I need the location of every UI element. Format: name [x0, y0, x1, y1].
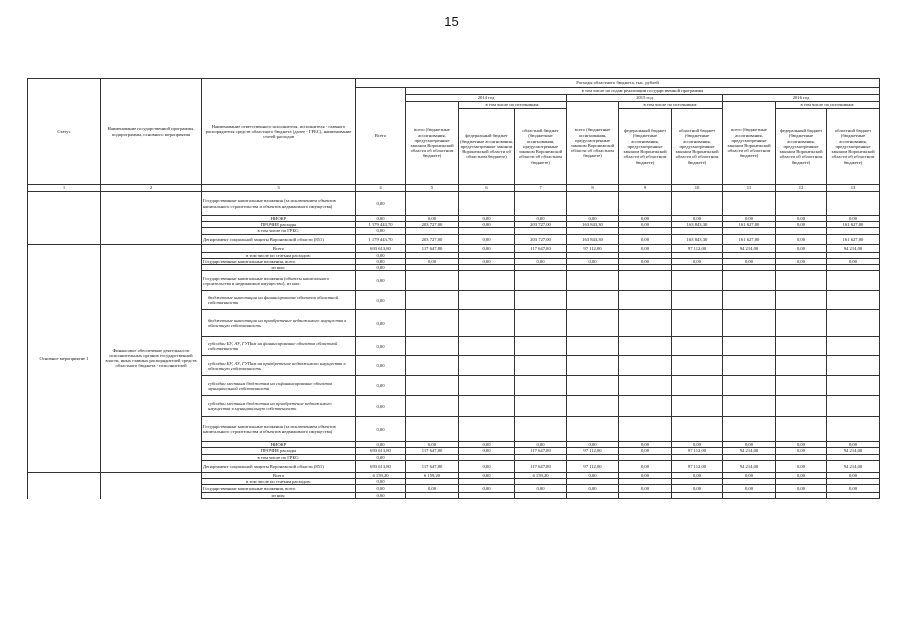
program-cell-next — [101, 472, 202, 499]
row-value: 0,00 — [776, 472, 827, 478]
row-total: 0,00 — [356, 493, 406, 499]
row-value — [567, 271, 619, 291]
row-total: 0,00 — [356, 356, 406, 376]
row-value — [672, 337, 723, 356]
row-value — [827, 376, 880, 396]
row-value: 0,00 — [672, 258, 723, 264]
row-total: 0,00 — [356, 192, 406, 216]
table-body — [28, 79, 880, 499]
row-total: 0,00 — [356, 337, 406, 356]
row-value — [567, 396, 619, 417]
row-value — [776, 493, 827, 499]
header-year-2014: 2014 год — [406, 95, 567, 102]
row-label: в том числе по статьям расходов: — [202, 479, 356, 485]
col-number: 7 — [515, 185, 567, 192]
row-total: 0,00 — [356, 258, 406, 264]
row-value: 161 627,00 — [723, 234, 776, 244]
row-value — [827, 493, 880, 499]
row-value: 0,00 — [406, 442, 459, 448]
row-value: 0,00 — [619, 442, 672, 448]
row-value — [672, 376, 723, 396]
row-value: 0,00 — [619, 216, 672, 222]
row-value: 0,00 — [619, 234, 672, 244]
row-value: 161 627,00 — [723, 222, 776, 228]
row-value: 0,00 — [459, 485, 515, 493]
row-value — [567, 376, 619, 396]
row-value: 0,00 — [723, 442, 776, 448]
row-label: субсидии БУ, АУ, ГУПам на приобретение недвижимого имущества в областную собственность — [202, 356, 356, 376]
row-value: 203 727,00 — [515, 222, 567, 228]
row-value — [567, 291, 619, 310]
row-value — [776, 271, 827, 291]
row-value — [406, 337, 459, 356]
row-total: 693 613,80 — [356, 460, 406, 472]
row-total: 0,00 — [356, 479, 406, 485]
col-number: 13 — [827, 185, 880, 192]
table-row — [28, 192, 880, 216]
row-label: НИОКР — [202, 442, 356, 448]
row-value: 0,00 — [619, 485, 672, 493]
header-sources-2015: в том числе по источникам: — [619, 102, 723, 109]
row-value: 163 843,30 — [672, 234, 723, 244]
row-label: Государственные капитальные вложения (объекты капитального строительства и недвижимое имущество), из них: — [202, 271, 356, 291]
row-label: ПРОЧИЕ расходы — [202, 448, 356, 454]
col-number: 6 — [459, 185, 515, 192]
row-value — [672, 192, 723, 216]
row-value: 97 112,00 — [672, 460, 723, 472]
row-value: 97 112,00 — [672, 244, 723, 252]
row-value — [619, 271, 672, 291]
row-label: субсидии местным бюджетам на софинансирование объектов муниципальной собственности — [202, 376, 356, 396]
row-value: 0,00 — [672, 485, 723, 493]
header-year-2015: 2015 год — [567, 95, 723, 102]
row-label: Государственные капитальные вложения (за исключением объектов капитального строительства и объектов недвижимого имущества) — [202, 417, 356, 442]
row-value: 0,00 — [672, 472, 723, 478]
row-value: 0,00 — [619, 460, 672, 472]
row-total: 6 159,20 — [356, 472, 406, 478]
row-value — [672, 396, 723, 417]
row-value — [776, 356, 827, 376]
status-cell-continued — [28, 192, 101, 245]
budget-table — [27, 78, 880, 499]
row-value: 0,00 — [406, 216, 459, 222]
row-value — [619, 493, 672, 499]
row-value: 97 112,00 — [567, 448, 619, 454]
row-value: 0,00 — [776, 460, 827, 472]
header-sources-2014: в том числе по источникам: — [459, 102, 567, 109]
row-value: 0,00 — [459, 216, 515, 222]
row-value — [619, 417, 672, 442]
header-executor: Наименование ответственного исполнителя, исполнителя - главного распорядителя средств областного бюджета (далее - ГРБС), наименование статей расходов — [202, 79, 356, 185]
row-value — [672, 493, 723, 499]
row-total: 693 613,80 — [356, 244, 406, 252]
row-value: 94 214,00 — [827, 460, 880, 472]
row-value: 0,00 — [459, 442, 515, 448]
row-value — [515, 356, 567, 376]
row-value — [619, 396, 672, 417]
row-value: 0,00 — [776, 234, 827, 244]
header-fed-2015: федеральный бюджет (бюджетные ассигнования, предусмотренные законом Воронежской области об областном бюджете) — [619, 109, 672, 185]
row-total: 0,00 — [356, 396, 406, 417]
row-value — [567, 417, 619, 442]
row-value: 0,00 — [827, 442, 880, 448]
row-value — [459, 376, 515, 396]
row-label: Всего — [202, 244, 356, 252]
column-numbers-row — [28, 185, 880, 192]
row-value — [723, 192, 776, 216]
row-value: 203 727,00 — [515, 234, 567, 244]
row-total: 0,00 — [356, 216, 406, 222]
row-value: 0,00 — [459, 222, 515, 228]
row-value: 0,00 — [567, 216, 619, 222]
row-value: 0,00 — [619, 448, 672, 454]
col-number: 3 — [202, 185, 356, 192]
row-value: 0,00 — [515, 258, 567, 264]
row-value — [776, 417, 827, 442]
header-reg-2016: областной бюджет (бюджетные ассигнования, предусмотренные законом Воронежской области об областном бюджете) — [827, 109, 880, 185]
row-value: 0,00 — [619, 222, 672, 228]
row-label: субсидии БУ, АУ, ГУПам на финансирование объектов областной собственности — [202, 337, 356, 356]
row-total: 0,00 — [356, 228, 406, 234]
row-value: 0,00 — [723, 258, 776, 264]
col-number: 10 — [672, 185, 723, 192]
header-fed-2016: федеральный бюджет (бюджетные ассигнования, предусмотренные законом Воронежской области об областном бюджете) — [776, 109, 827, 185]
row-value — [672, 417, 723, 442]
header-fed-2014: федеральный бюджет (бюджетные ассигнования, предусмотренные законом Воронежской области об областном бюджете) — [459, 109, 515, 185]
row-value: 94 214,00 — [827, 244, 880, 252]
row-label: в том числе по ГРБС: — [202, 228, 356, 234]
row-value: 6 159,20 — [406, 472, 459, 478]
row-value: 163 843,30 — [567, 222, 619, 228]
row-value — [515, 417, 567, 442]
row-total: 0,00 — [356, 485, 406, 493]
row-value: 97 112,00 — [567, 460, 619, 472]
row-value: 0,00 — [515, 216, 567, 222]
row-value — [515, 271, 567, 291]
row-value: 0,00 — [459, 234, 515, 244]
row-value — [515, 337, 567, 356]
row-value — [619, 310, 672, 337]
row-label: в том числе по ГРБС: — [202, 454, 356, 460]
row-value: 0,00 — [723, 216, 776, 222]
row-value — [827, 271, 880, 291]
row-total: 693 613,80 — [356, 448, 406, 454]
row-value: 97 112,00 — [567, 244, 619, 252]
row-value — [776, 291, 827, 310]
row-label: Всего — [202, 472, 356, 478]
row-label: в том числе по статьям расходов: — [202, 252, 356, 258]
row-value: 0,00 — [459, 258, 515, 264]
row-value: 0,00 — [619, 472, 672, 478]
row-value — [672, 271, 723, 291]
row-value — [776, 376, 827, 396]
row-value — [723, 376, 776, 396]
row-value — [567, 310, 619, 337]
col-number: 1 — [28, 185, 101, 192]
row-value: 0,00 — [776, 216, 827, 222]
row-value: 0,00 — [406, 485, 459, 493]
row-value — [459, 337, 515, 356]
row-label: Государственные капитальные вложения (за исключением объектов капитального строительства и объектов недвижимого имущества) — [202, 192, 356, 216]
row-value — [776, 396, 827, 417]
row-label: НИОКР — [202, 216, 356, 222]
row-value — [776, 310, 827, 337]
row-value: 117 647,80 — [515, 460, 567, 472]
row-value — [406, 271, 459, 291]
row-value: 94 214,00 — [827, 448, 880, 454]
row-value: 0,00 — [406, 258, 459, 264]
row-value: 163 843,30 — [672, 222, 723, 228]
row-value — [619, 291, 672, 310]
row-value — [459, 396, 515, 417]
row-value: 117 647,80 — [406, 448, 459, 454]
row-value — [672, 356, 723, 376]
col-number: 8 — [567, 185, 619, 192]
row-total: 0,00 — [356, 291, 406, 310]
row-value — [515, 396, 567, 417]
row-value: 94 214,00 — [723, 448, 776, 454]
row-value: 0,00 — [459, 244, 515, 252]
row-total: 0,00 — [356, 417, 406, 442]
col-number: 9 — [619, 185, 672, 192]
row-label: из них: — [202, 265, 356, 271]
row-value — [619, 376, 672, 396]
row-value: 0,00 — [672, 216, 723, 222]
row-value: 0,00 — [459, 448, 515, 454]
row-value: 0,00 — [723, 485, 776, 493]
col-number: 5 — [406, 185, 459, 192]
row-value — [406, 310, 459, 337]
row-value: 0,00 — [827, 216, 880, 222]
row-label: Государственные капитальные вложения, всего — [202, 258, 356, 264]
header-all-2016: всего (бюджетные ассигнования, предусмотренные законом Воронежской области об областном бюджете) — [723, 102, 776, 185]
table-row — [28, 244, 880, 252]
row-label: из них: — [202, 493, 356, 499]
row-value — [459, 417, 515, 442]
header-total: Всего — [356, 88, 406, 185]
row-value: 0,00 — [776, 222, 827, 228]
row-value — [459, 356, 515, 376]
status-cell-next — [28, 472, 101, 499]
header-all-2015: всего (бюджетные ассигнования, предусмотренные законом Воронежской области об областном бюджете) — [567, 102, 619, 185]
row-value — [723, 417, 776, 442]
row-value — [723, 271, 776, 291]
col-number: 4 — [356, 185, 406, 192]
row-value: 203 727,00 — [406, 222, 459, 228]
row-total: 0,00 — [356, 454, 406, 460]
row-value — [515, 493, 567, 499]
row-value — [567, 192, 619, 216]
header-reg-2014: областной бюджет (бюджетные ассигнования, предусмотренные законом Воронежской области об областном бюджете) — [515, 109, 567, 185]
row-value: 0,00 — [776, 442, 827, 448]
row-value: 117 647,80 — [406, 460, 459, 472]
row-total: 0,00 — [356, 376, 406, 396]
header-year-2016: 2016 год — [723, 95, 880, 102]
row-value: 0,00 — [567, 472, 619, 478]
row-total: 1 179 443,70 — [356, 222, 406, 228]
row-total: 0,00 — [356, 442, 406, 448]
row-value: 0,00 — [567, 258, 619, 264]
row-value — [406, 376, 459, 396]
row-value — [776, 337, 827, 356]
row-value — [406, 291, 459, 310]
row-value: 0,00 — [827, 472, 880, 478]
row-value — [776, 192, 827, 216]
row-value: 117 647,80 — [406, 244, 459, 252]
row-total: 0,00 — [356, 310, 406, 337]
page-number: 15 — [444, 14, 459, 29]
row-value — [459, 291, 515, 310]
row-value: 0,00 — [515, 485, 567, 493]
row-value — [567, 337, 619, 356]
row-value: 163 843,30 — [567, 234, 619, 244]
row-value — [406, 493, 459, 499]
row-value — [406, 356, 459, 376]
row-value — [406, 192, 459, 216]
header-all-2014: всего (бюджетные ассигнования, предусмотренные законом Воронежской области об областном бюджете) — [406, 102, 459, 185]
row-value: 203 727,00 — [406, 234, 459, 244]
row-value — [459, 493, 515, 499]
row-label: ПРОЧИЕ расходы — [202, 222, 356, 228]
status-main-event-1: Основное мероприятие 1 — [28, 244, 101, 472]
row-value: 0,00 — [776, 448, 827, 454]
row-value: 0,00 — [515, 442, 567, 448]
row-total: 1 179 443,70 — [356, 234, 406, 244]
row-value: 94 214,00 — [723, 460, 776, 472]
row-value: 94 214,00 — [723, 244, 776, 252]
row-value — [827, 310, 880, 337]
row-value: 117 647,80 — [515, 448, 567, 454]
row-value — [723, 310, 776, 337]
row-value — [827, 417, 880, 442]
row-value — [827, 291, 880, 310]
row-value: 0,00 — [567, 485, 619, 493]
row-value — [459, 192, 515, 216]
header-expenses-title: Расходы областного бюджета, тыс. рублей — [356, 79, 880, 88]
row-total: 0,00 — [356, 271, 406, 291]
row-value — [827, 192, 880, 216]
row-value: 0,00 — [567, 442, 619, 448]
row-value: 0,00 — [776, 258, 827, 264]
row-label: бюджетные инвестиции на финансирование объектов областной собственности — [202, 291, 356, 310]
row-value — [723, 396, 776, 417]
row-value: 161 627,00 — [827, 222, 880, 228]
row-value — [459, 310, 515, 337]
program-main-event-1: Финансовое обеспечение деятельности исполнительных органов государственной власти, иных главных распорядителей средств областного бюджета - исполнителей — [101, 244, 202, 472]
row-value — [406, 396, 459, 417]
row-value — [515, 310, 567, 337]
row-value: 0,00 — [723, 472, 776, 478]
row-value — [619, 192, 672, 216]
row-value: 0,00 — [459, 460, 515, 472]
row-label: Государственные капитальные вложения, всего — [202, 485, 356, 493]
row-value — [827, 337, 880, 356]
row-value: 0,00 — [619, 258, 672, 264]
header-by-years: в том числе по годам реализации государственной программы — [406, 88, 880, 95]
row-value: 161 627,00 — [827, 234, 880, 244]
row-value: 0,00 — [827, 258, 880, 264]
row-value — [567, 493, 619, 499]
row-value: 0,00 — [459, 472, 515, 478]
row-value — [723, 337, 776, 356]
row-label: субсидии местным бюджетам на приобретение недвижимого имущества в муниципальную собственность — [202, 396, 356, 417]
header-sources-2016: в том числе по источникам: — [776, 102, 880, 109]
row-value — [515, 376, 567, 396]
row-value — [723, 356, 776, 376]
row-value: 0,00 — [776, 244, 827, 252]
row-value — [459, 271, 515, 291]
row-label: Департамент социальной защиты Воронежской области (851) — [202, 234, 356, 244]
row-label: Департамент социальной защиты Воронежской области (851) — [202, 460, 356, 472]
header-status: Статус — [28, 79, 101, 185]
row-value — [515, 291, 567, 310]
row-value: 6 159,20 — [515, 472, 567, 478]
row-value: 97 112,00 — [672, 448, 723, 454]
row-value — [723, 493, 776, 499]
row-value — [619, 337, 672, 356]
col-number: 11 — [723, 185, 776, 192]
header-reg-2015: областной бюджет (бюджетные ассигнования, предусмотренные законом Воронежской области об областном бюджете) — [672, 109, 723, 185]
row-value — [672, 310, 723, 337]
row-value — [827, 396, 880, 417]
row-value: 0,00 — [672, 442, 723, 448]
row-value — [567, 356, 619, 376]
row-value — [672, 291, 723, 310]
row-label: бюджетные инвестиции на приобретение недвижимого имущества в областную собственность — [202, 310, 356, 337]
row-total: 0,00 — [356, 252, 406, 258]
row-value: 0,00 — [827, 485, 880, 493]
row-value: 117 647,80 — [515, 244, 567, 252]
row-value — [406, 417, 459, 442]
row-value: 0,00 — [619, 244, 672, 252]
col-number: 2 — [101, 185, 202, 192]
program-cell-continued — [101, 192, 202, 245]
row-value — [827, 356, 880, 376]
col-number: 12 — [776, 185, 827, 192]
row-value — [515, 192, 567, 216]
row-value — [723, 291, 776, 310]
row-value: 0,00 — [776, 485, 827, 493]
header-program-name: Наименование государственной программы, подпрограммы, основного мероприятия — [101, 79, 202, 185]
row-total: 0,00 — [356, 265, 406, 271]
row-value — [619, 356, 672, 376]
